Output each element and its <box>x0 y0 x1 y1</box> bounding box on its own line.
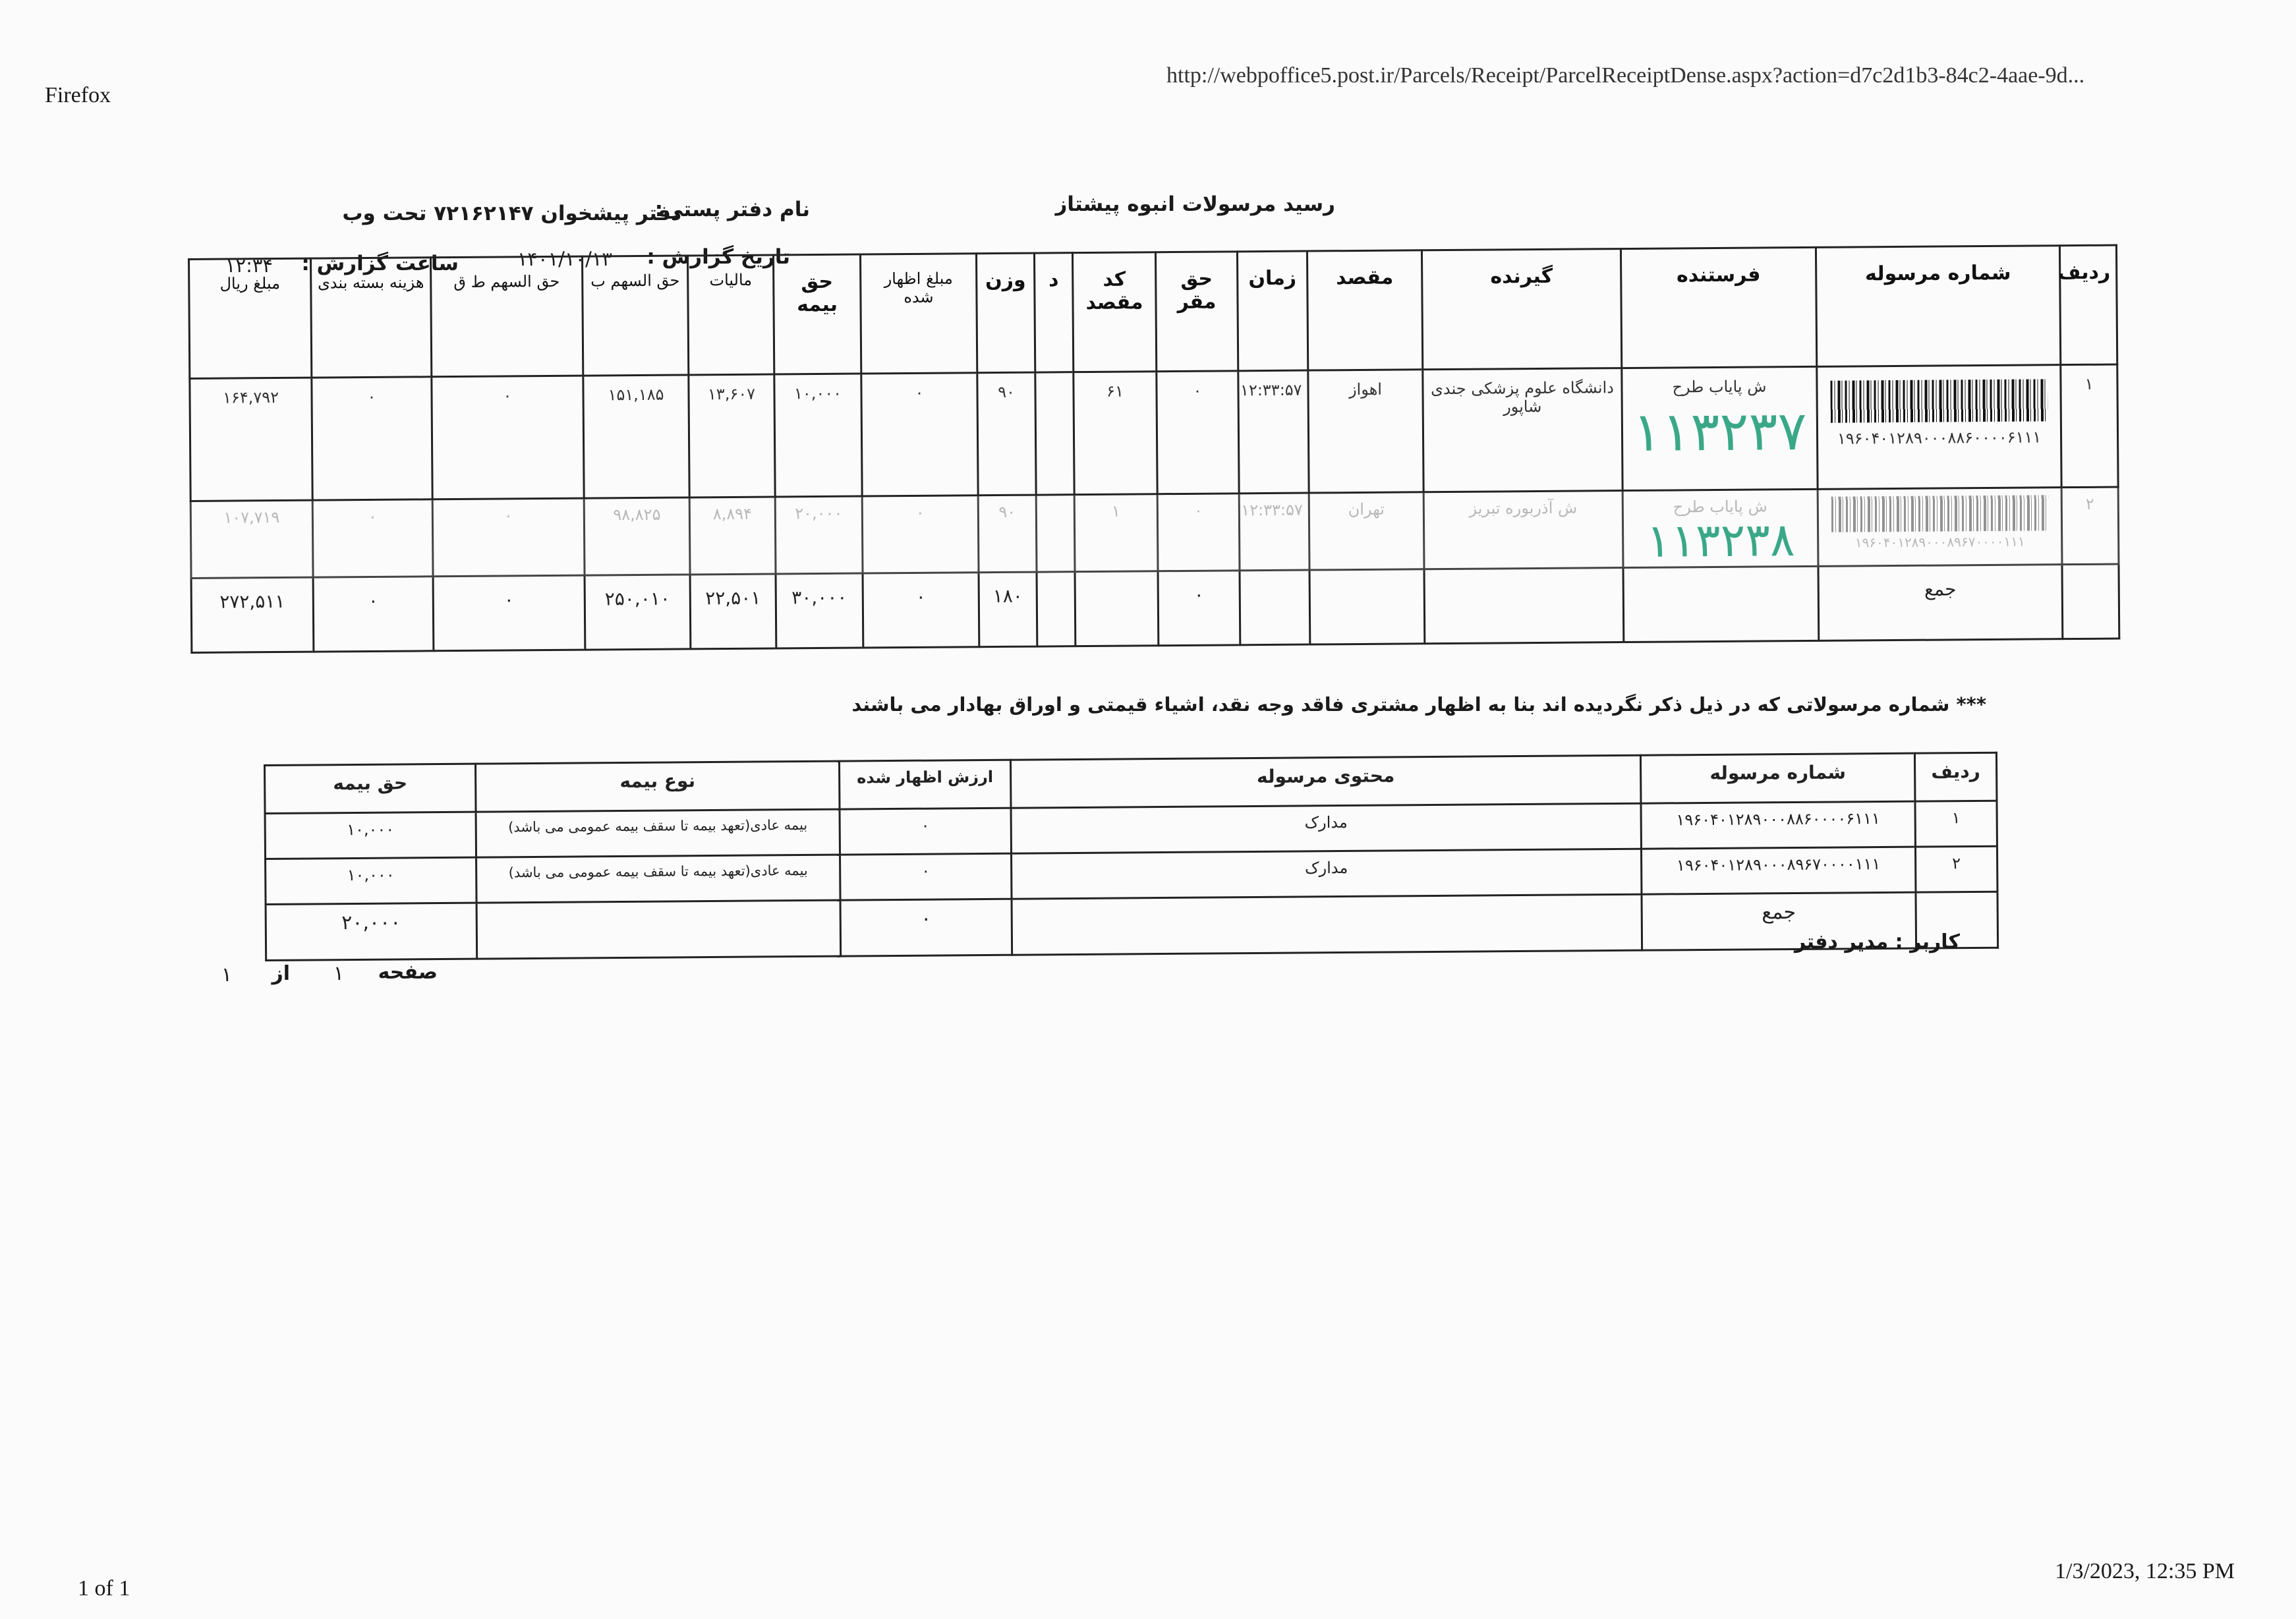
disclaimer-note: *** شماره مرسولاتی که در ذیل ذکر نگردیده اند بنا به اظهار مشتری فاقد وجه نقد، اشیاء قیمتی و اوراق بهادار می باشند <box>851 693 1986 716</box>
page-total: ۱ <box>221 963 232 986</box>
col-dest-code: کد مقصد <box>1072 252 1156 372</box>
browser-name: Firefox <box>45 83 111 107</box>
base-fee: ۰ <box>1157 371 1239 494</box>
declared-value: ۰ <box>840 808 1011 855</box>
premium: ۱۰,۰۰۰ <box>266 857 476 904</box>
col-row-no: ردیف <box>1914 753 1997 801</box>
user-label: کاربر : مدیر دفتر <box>1794 930 1960 953</box>
share-tq: ۰ <box>432 498 585 577</box>
total-row <box>191 564 2119 652</box>
total-row <box>266 892 1998 960</box>
declared: ۰ <box>861 373 978 496</box>
report-date-label: تاریخ گزارش : <box>646 245 790 269</box>
sender: ش پایاب طرح <box>1673 497 1767 517</box>
tracking-cell <box>1817 365 2061 490</box>
col-premium: حق بیمه <box>265 764 476 813</box>
packaging: ۰ <box>312 377 432 500</box>
total-declared: ۰ <box>863 573 979 648</box>
insurance-type: بیمه عادی(تعهد بیمه تا سقف بیمه عمومی می باشد) <box>476 855 840 903</box>
col-packaging: هزینه بسته بندی <box>311 258 432 378</box>
row-no: ۱ <box>1915 801 1997 847</box>
col-destination: مقصد <box>1307 250 1422 370</box>
total-insurance: ۳۰,۰۰۰ <box>776 573 863 648</box>
total-declared: ۰ <box>840 899 1012 956</box>
report-date: ۱۴۰۱/۱۰/۱۳ <box>517 248 612 270</box>
weight: ۹۰ <box>977 372 1036 496</box>
amount: ۱۶۴,۷۹۲ <box>190 378 312 501</box>
dest-code: ۱ <box>1074 494 1158 572</box>
d-cell <box>1036 495 1075 572</box>
col-tax: مالیات <box>687 255 774 375</box>
of-label: از <box>272 962 290 985</box>
barcode-image <box>1830 379 2048 422</box>
page-url: http://webpoffice5.post.ir/Parcels/Receipt/ParcelReceiptDense.aspx?action=d7c2d1b3-84c2-4aae-9d... <box>1166 63 2085 88</box>
col-declared-value: ارزش اظهار شده <box>839 760 1011 809</box>
col-amount: مبلغ ریال <box>189 258 312 378</box>
col-base-fee: حق مقر <box>1155 252 1238 372</box>
page-number: ۱ <box>333 962 344 985</box>
col-insurance-type: نوع بیمه <box>476 761 840 812</box>
total-amount: ۲۷۲,۵۱۱ <box>191 577 314 652</box>
barcode-image <box>1831 495 2048 532</box>
col-share-b: حق السهم ب <box>582 256 688 376</box>
sender-cell <box>1622 366 1818 490</box>
share-tq: ۰ <box>432 376 584 499</box>
content: مدارک <box>1011 803 1641 853</box>
total-label: جمع <box>1818 565 2063 641</box>
insurance: ۲۰,۰۰۰ <box>775 496 863 574</box>
insurance: ۱۰,۰۰۰ <box>774 374 862 497</box>
row-no: ۲ <box>1915 846 1997 892</box>
total-share-b: ۲۵۰,۰۱۰ <box>585 575 691 650</box>
total-tax: ۲۲,۵۰۱ <box>690 574 776 649</box>
receiver: ش آذربوره تبریز <box>1423 491 1623 569</box>
report-title: رسید مرسولات انبوه پیشتاز <box>1055 192 1335 216</box>
declared: ۰ <box>862 496 979 573</box>
col-tracking: شماره مرسوله <box>1640 753 1915 803</box>
office-label: نام دفتر پستی: <box>654 198 810 221</box>
tracking-number: ۱۹۶۰۴۰۱۲۸۹۰۰۰۸۹۶۷۰۰۰۰۱۱۱ <box>1641 847 1915 894</box>
tracking-number: ۱۹۶۰۴۰۱۲۸۹۰۰۰۸۹۶۷۰۰۰۰۱۱۱ <box>1854 533 2025 551</box>
col-tracking: شماره مرسوله <box>1816 246 2060 367</box>
receipt-table-header <box>189 245 2117 378</box>
destination: اهواز <box>1308 370 1423 493</box>
handwritten-number: ۱۱۳۲۳۸ <box>1646 513 1795 568</box>
share-b: ۱۵۱,۱۸۵ <box>583 375 689 498</box>
destination: تهران <box>1309 492 1424 570</box>
col-insurance: حق بیمه <box>773 254 861 374</box>
total-base-fee: ۰ <box>1158 571 1240 646</box>
col-row-no: ردیف <box>2059 245 2117 365</box>
page-label: صفحه <box>378 961 438 984</box>
handwritten-number: ۱۱۳۲۳۷ <box>1632 400 1807 464</box>
time: ۱۲:۳۳:۵۷ <box>1238 370 1309 494</box>
tracking-cell <box>1818 488 2062 567</box>
d-cell <box>1035 372 1074 495</box>
tax: ۱۳,۶۰۷ <box>689 374 775 497</box>
report-time: ۱۲:۳۴ <box>225 254 273 277</box>
col-receiver: گیرنده <box>1421 249 1621 370</box>
tracking-number: ۱۹۶۰۴۰۱۲۸۹۰۰۰۸۸۶۰۰۰۰۶۱۱۱ <box>1641 801 1915 849</box>
receiver: دانشگاه علوم پزشکی جندی شاپور <box>1423 368 1622 492</box>
office-name: دفتر پیشخوان ۷۲۱۶۲۱۴۷ تحت وب <box>342 202 681 225</box>
print-timestamp: 1/3/2023, 12:35 PM <box>2055 1559 2235 1583</box>
row-no: ۱ <box>2061 364 2118 488</box>
sender: ش پایاب طرح <box>1672 377 1767 397</box>
page-count: 1 of 1 <box>78 1576 130 1601</box>
insurance-type: بیمه عادی(تعهد بیمه تا سقف بیمه عمومی می باشد) <box>476 809 840 857</box>
total-weight: ۱۸۰ <box>979 572 1037 647</box>
table-row <box>190 487 2119 578</box>
total-share-tq: ۰ <box>433 575 585 651</box>
tax: ۸,۸۹۴ <box>689 497 776 575</box>
tracking-number: ۱۹۶۰۴۰۱۲۸۹۰۰۰۸۸۶۰۰۰۰۶۱۱۱ <box>1837 428 2042 448</box>
dest-code: ۶۱ <box>1074 372 1157 495</box>
insurance-table <box>264 752 1999 961</box>
packaging: ۰ <box>312 499 433 577</box>
col-share-tq: حق السهم ط ق <box>431 256 583 377</box>
row-no: ۲ <box>2061 487 2119 565</box>
receipt-table <box>188 244 2120 654</box>
col-declared: مبلغ اظهار شده <box>860 254 977 374</box>
col-weight: وزن <box>976 253 1035 373</box>
col-sender: فرستنده <box>1621 247 1816 368</box>
col-content: محتوی مرسوله <box>1010 755 1641 808</box>
sender-cell <box>1622 489 1818 567</box>
time: ۱۲:۳۳:۵۷ <box>1239 493 1309 571</box>
total-packaging: ۰ <box>313 577 434 652</box>
declared-value: ۰ <box>840 853 1012 900</box>
col-d: د <box>1034 253 1073 372</box>
table-row <box>190 364 2118 501</box>
share-b: ۹۸,۸۲۵ <box>584 497 690 575</box>
content: مدارک <box>1012 849 1642 899</box>
base-fee: ۰ <box>1157 494 1240 571</box>
report-time-label: ساعت گزارش : <box>301 252 459 275</box>
weight: ۹۰ <box>978 495 1037 573</box>
amount: ۱۰۷,۷۱۹ <box>190 500 313 578</box>
premium: ۱۰,۰۰۰ <box>265 812 476 859</box>
total-label: جمع <box>1642 892 1916 950</box>
col-time: زمان <box>1237 251 1307 371</box>
total-premium: ۲۰,۰۰۰ <box>266 903 477 960</box>
